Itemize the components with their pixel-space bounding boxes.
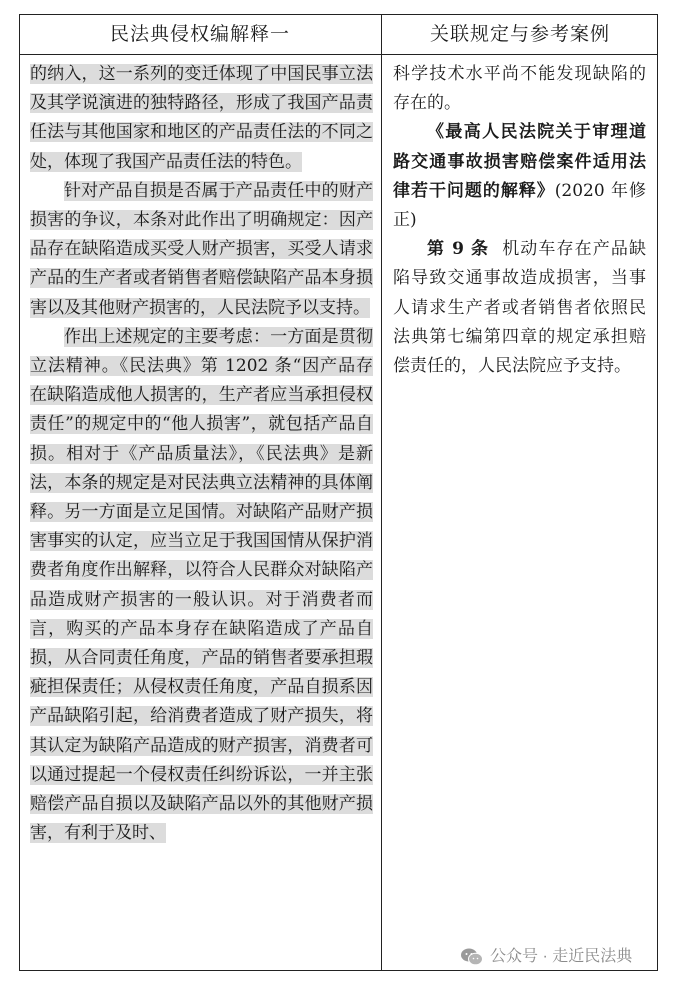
law-title-text: 《最高人民法院关于审理道路交通事故损害赔偿案件适用法律若干问题的解释》 [393,122,646,201]
law-year: (2020 年修正) [393,180,646,231]
article-text: 机动车存在产品缺陷导致交通事故造成损害，当事人请求生产者或者销售者依照民法典第七编第四章的规定承担赔偿责任的，人民法院应予支持。 [393,239,647,377]
law-title [393,118,646,235]
right-column-body [393,60,646,381]
wechat-icon [460,948,484,966]
left-paragraph-2 [30,177,373,323]
header-divider [19,54,658,55]
watermark-text: 公众号 · 走近民法典 [490,948,633,965]
watermark [456,944,636,970]
article-number: 第 9 条 [427,239,490,260]
highlighted-text: 针对产品自损是否属于产品责任中的财产损害的争议，本条对此作出了明确规定：因产品存在缺陷造成买受人财产损害，买受人请求产品的生产者或者销售者赔偿缺陷产品本身损害以及其他财产损害的，人民法院予以支持。 [30,180,373,318]
right-paragraph-1: 科学技术水平尚不能发现缺陷的存在的。 [393,64,646,114]
right-column-header: 关联规定与参考案例 [429,23,610,45]
left-paragraph-3 [30,323,373,849]
left-column-body [30,60,373,968]
left-column-header: 民法典侵权编解释一 [109,23,290,45]
left-paragraph-1 [30,60,373,177]
highlighted-text: 作出上述规定的主要考虑：一方面是贯彻立法精神。《民法典》第 1202 条“因产品存在缺陷造成他人损害的，生产者应当承担侵权责任”的规定中的“他人损害”，就包括产品自损。相对于《产品质量法》，《民法典》是新法，本条的规定是对民法典立法精神的具体阐释。另一方面是立足国情。对缺陷产品财产损害事实的认定，应当立足于我国国情从保护消费者角度作出解释，以符合人民群众对缺陷产品造成财产损害的一般认识。对于消费者而言，购买的产品本身存在缺陷造成了产品自损，从合同责任角度，产品的销售者要承担瑕疵担保责任；从侵权责任角度，产品自损系因产品缺陷引起，给消费者造成了财产损失，将其认定为缺陷产品造成的财产损害，消费者可以通过提起一个侵权责任纠纷诉讼，一并主张赔偿产品自损以及缺陷产品以外的其他财产损害，有利于及时、 [30,326,373,844]
column-divider [381,14,382,971]
highlighted-text: 的纳入，这一系列的变迁体现了中国民事立法及其学说演进的独特路径，形成了我国产品责任法与其他国家和地区的产品责任法的不同之处，体现了我国产品责任法的特色。 [30,64,373,172]
article-paragraph [393,235,646,381]
